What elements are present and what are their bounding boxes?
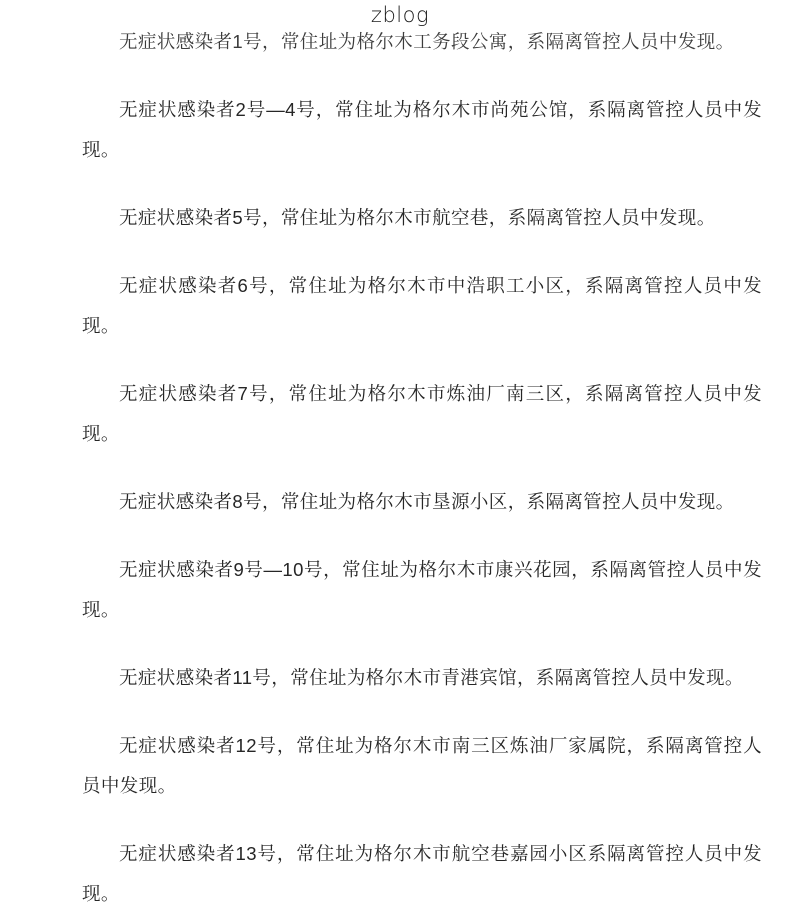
paragraph-case-7: 无症状感染者7号，常住址为格尔木市炼油厂南三区，系隔离管控人员中发现。 bbox=[82, 383, 762, 444]
paragraph-case-11: 无症状感染者11号，常住址为格尔木市青港宾馆，系隔离管控人员中发现。 bbox=[119, 667, 744, 688]
paragraph-case-6: 无症状感染者6号，常住址为格尔木市中浩职工小区，系隔离管控人员中发现。 bbox=[82, 275, 762, 336]
paragraph-case-1: 无症状感染者1号，常住址为格尔木工务段公寓，系隔离管控人员中发现。 bbox=[119, 31, 735, 52]
paragraph-case-8: 无症状感染者8号，常住址为格尔木市垦源小区，系隔离管控人员中发现。 bbox=[119, 491, 735, 512]
paragraph-case-5: 无症状感染者5号，常住址为格尔木市航空巷，系隔离管控人员中发现。 bbox=[119, 207, 716, 228]
article-body bbox=[82, 22, 762, 914]
site-watermark: zblog bbox=[370, 3, 430, 27]
paragraph-case-12: 无症状感染者12号，常住址为格尔木市南三区炼油厂家属院，系隔离管控人员中发现。 bbox=[82, 735, 762, 796]
paragraph-case-13: 无症状感染者13号，常住址为格尔木市航空巷嘉园小区系隔离管控人员中发现。 bbox=[82, 843, 762, 904]
paragraph-case-2-4: 无症状感染者2号—4号，常住址为格尔木市尚苑公馆，系隔离管控人员中发现。 bbox=[82, 99, 762, 160]
paragraph-case-9-10: 无症状感染者9号—10号，常住址为格尔木市康兴花园，系隔离管控人员中发现。 bbox=[82, 559, 762, 620]
